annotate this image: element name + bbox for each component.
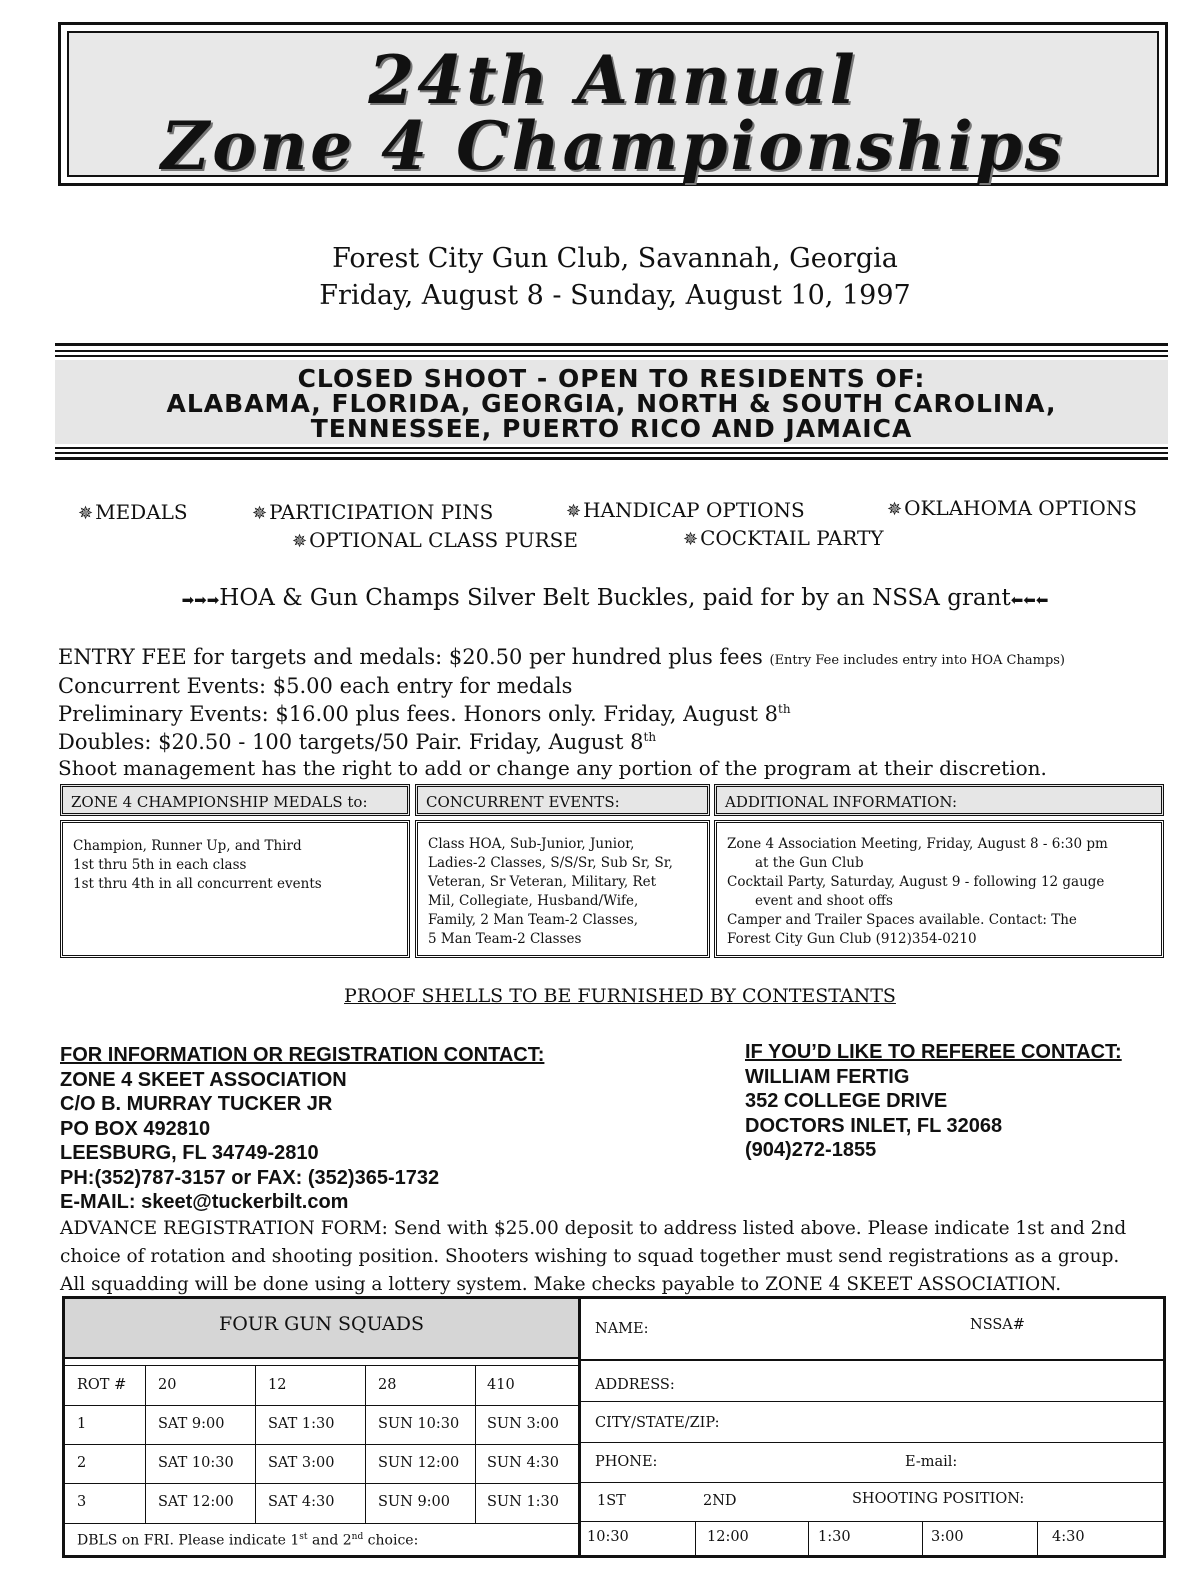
feature-participation-pins: ✵ PARTICIPATION PINS	[252, 500, 494, 524]
table-cell: SAT 3:00	[268, 1455, 335, 1471]
column-header: 410	[487, 1377, 515, 1393]
venue-location: Forest City Gun Club, Savannah, Georgia	[332, 243, 898, 274]
divider-rule	[55, 447, 1168, 449]
registration-contact: FOR INFORMATION OR REGISTRATION CONTACT: ZONE 4 SKEET ASSOCIATION C/O B. MURRAY TUCKER JR PO BOX 492810 LEESBURG, FL 34749-2810 PH:(352)787-3157 or FAX: (352)365-1732 E-MAIL: skeet@tuckerbilt.com	[60, 1044, 545, 1213]
table-cell: SUN 12:00	[378, 1455, 460, 1471]
doubles-fee: Doubles: $20.50 - 100 targets/50 Pair. Friday, August 8th	[58, 730, 657, 754]
additional-box: Zone 4 Association Meeting, Friday, August 8 - 6:30 pm at the Gun Club Cocktail Party, Saturday, August 9 - following 12 gauge event and shoot offs Camper and Trailer Spaces available. Contact: The Forest City Gun Club (912)354-0210	[714, 820, 1164, 958]
star-icon: ✵	[683, 529, 699, 550]
email-link[interactable]: E-MAIL: skeet@tuckerbilt.com	[60, 1191, 349, 1213]
column-header: 12	[268, 1377, 287, 1393]
venue-block	[0, 240, 1200, 314]
star-icon: ✵	[887, 499, 903, 520]
table-cell: SUN 4:30	[487, 1455, 560, 1471]
star-icon: ✵	[566, 501, 582, 522]
star-icon: ✵	[292, 531, 308, 552]
doubles-time-option[interactable]: 10:30	[587, 1529, 629, 1545]
additional-header: ADDITIONAL INFORMATION:	[714, 784, 1164, 816]
table-cell: SAT 12:00	[158, 1494, 234, 1510]
divider-rule	[55, 350, 1168, 352]
proof-shells-note: PROOF SHELLS TO BE FURNISHED BY CONTESTANTS	[344, 985, 896, 1007]
table-cell: SAT 9:00	[158, 1416, 225, 1432]
feature-handicap-options: ✵ HANDICAP OPTIONS	[566, 498, 805, 522]
closed-shoot-banner	[55, 366, 1168, 441]
entry-fee: ENTRY FEE for targets and medals: $20.50 per hundred plus fees (Entry Fee includes entry into HOA Champs)	[58, 645, 1066, 669]
table-cell: 3	[77, 1494, 87, 1510]
first-choice-label[interactable]: 1ST	[597, 1493, 626, 1509]
concurrent-box: Class HOA, Sub-Junior, Junior, Ladies-2 Classes, S/S/Sr, Sub Sr, Sr, Veteran, Sr Veteran, Military, Ret Mil, Collegiate, Husband/Wife, Family, 2 Man Team-2 Classes, 5 Man Team-2 Classes	[415, 820, 710, 958]
medals-box: Champion, Runner Up, and Third 1st thru 5th in each class 1st thru 4th in all concurrent events	[60, 820, 410, 958]
name-field-label[interactable]: NAME:	[595, 1321, 649, 1337]
column-header: ROT #	[77, 1377, 127, 1393]
table-cell: SUN 9:00	[378, 1494, 451, 1510]
star-icon: ✵	[78, 503, 94, 524]
table-cell: SAT 1:30	[268, 1416, 335, 1432]
preliminary-fee: Preliminary Events: $16.00 plus fees. Honors only. Friday, August 8th	[58, 702, 791, 726]
divider-rule	[55, 355, 1168, 357]
feature-cocktail-party: ✵ COCKTAIL PARTY	[683, 526, 884, 550]
table-cell: SUN 3:00	[487, 1416, 560, 1432]
concurrent-fee: Concurrent Events: $5.00 each entry for medals	[58, 674, 573, 698]
arrow-left-icon: ⬅⬅⬅	[1010, 591, 1049, 609]
column-header: 28	[378, 1377, 397, 1393]
closed-shoot-line-3: TENNESSEE, PUERTO RICO AND JAMAICA	[310, 414, 913, 443]
table-cell: SUN 10:30	[378, 1416, 460, 1432]
table-cell: 2	[77, 1455, 87, 1471]
second-choice-label[interactable]: 2ND	[703, 1493, 737, 1509]
closed-shoot-line-1: CLOSED SHOOT - OPEN TO RESIDENTS OF:	[297, 364, 926, 393]
title-line-2: Zone 4 Championships	[161, 107, 1065, 185]
divider-rule	[55, 457, 1168, 460]
closed-shoot-line-2: ALABAMA, FLORIDA, GEORGIA, NORTH & SOUTH CAROLINA,	[166, 389, 1057, 418]
divider-rule	[55, 343, 1168, 346]
hoa-note	[0, 585, 1200, 611]
title-banner	[58, 22, 1168, 186]
doubles-time-option[interactable]: 3:00	[931, 1529, 964, 1545]
address-field-label[interactable]: ADDRESS:	[595, 1377, 675, 1393]
registration-contact-header: FOR INFORMATION OR REGISTRATION CONTACT:	[60, 1044, 545, 1066]
arrow-right-icon: ➡➡➡	[181, 591, 220, 609]
referee-contact: IF YOU’D LIKE TO REFEREE CONTACT: WILLIAM FERTIG 352 COLLEGE DRIVE DOCTORS INLET, FL 32068 (904)272-1855	[745, 1041, 1122, 1161]
city-state-zip-field-label[interactable]: CITY/STATE/ZIP:	[595, 1415, 720, 1431]
concurrent-header: CONCURRENT EVENTS:	[415, 784, 710, 816]
table-cell: SUN 1:30	[487, 1494, 560, 1510]
table-cell: SAT 4:30	[268, 1494, 335, 1510]
doubles-choice-note: DBLS on FRI. Please indicate 1st and 2nd choice:	[77, 1532, 419, 1549]
star-icon: ✵	[252, 503, 268, 524]
hoa-note-text: HOA & Gun Champs Silver Belt Buckles, paid for by an NSSA grant	[219, 585, 1011, 611]
table-divider	[578, 1299, 581, 1555]
doubles-time-option[interactable]: 12:00	[707, 1529, 749, 1545]
registration-form	[62, 1296, 1166, 1558]
doubles-time-option[interactable]: 4:30	[1052, 1529, 1085, 1545]
shooting-position-label[interactable]: SHOOTING POSITION:	[852, 1491, 1025, 1507]
column-header: 20	[158, 1377, 177, 1393]
feature-oklahoma-options: ✵ OKLAHOMA OPTIONS	[887, 496, 1137, 520]
phone-field-label[interactable]: PHONE:	[595, 1454, 658, 1470]
feature-optional-class-purse: ✵ OPTIONAL CLASS PURSE	[292, 528, 578, 552]
doubles-time-option[interactable]: 1:30	[818, 1529, 851, 1545]
feature-medals: ✵ MEDALS	[78, 500, 188, 524]
referee-contact-header: IF YOU’D LIKE TO REFEREE CONTACT:	[745, 1041, 1122, 1063]
email-field-label[interactable]: E-mail:	[905, 1454, 958, 1470]
venue-dates: Friday, August 8 - Sunday, August 10, 1997	[319, 280, 911, 311]
four-gun-squads-title: FOUR GUN SQUADS	[65, 1299, 578, 1357]
advance-registration-text: ADVANCE REGISTRATION FORM: Send with $25.00 deposit to address listed above. Please indicate 1st and 2nd choice of rotation and shooting position. Shooters wishing to squad together must send registrations as a group. All squadding will be done using a lottery system. Make checks payable to ZONE 4 SKEET ASSOCIATION.	[60, 1218, 1127, 1295]
table-cell: SAT 10:30	[158, 1455, 234, 1471]
entry-fee-note: (Entry Fee includes entry into HOA Champs)	[769, 653, 1066, 668]
title-line-1: 24th Annual	[368, 41, 858, 119]
divider-rule	[55, 452, 1168, 454]
medals-header: ZONE 4 CHAMPIONSHIP MEDALS to:	[60, 784, 410, 816]
table-cell: 1	[77, 1416, 87, 1432]
nssa-field-label[interactable]: NSSA#	[970, 1317, 1025, 1333]
management-note: Shoot management has the right to add or change any portion of the program at their discretion.	[58, 756, 1047, 780]
